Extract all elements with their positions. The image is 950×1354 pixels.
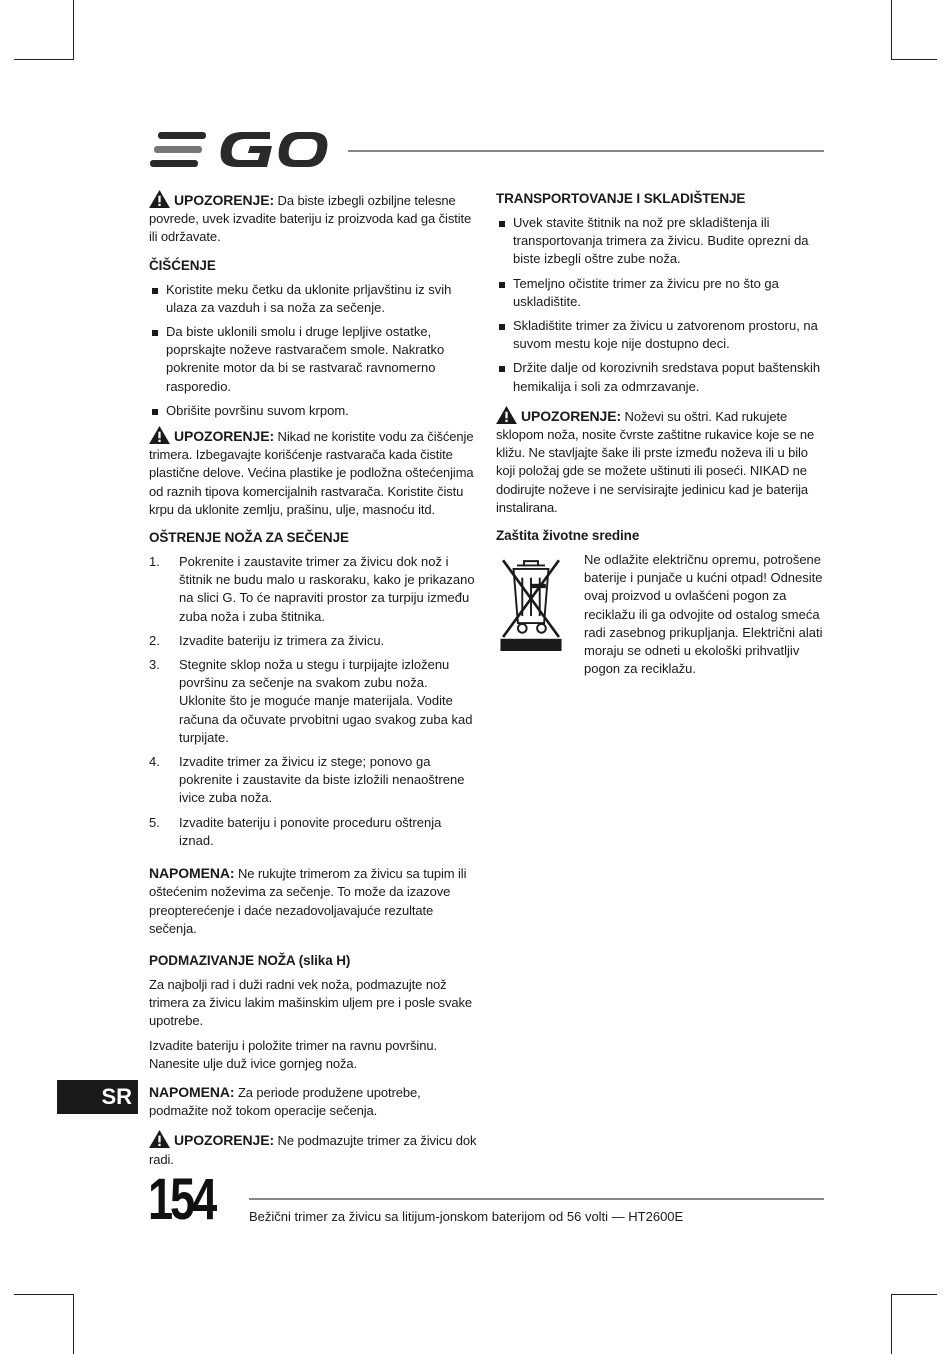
right-column [496, 190, 824, 678]
crop-mark [14, 1294, 74, 1295]
warning-text: Noževi su oštri. Kad rukujete sklopom noža, nosite čvrste zaštitne rukavice koje se ne kližu. Ne stavljajte šake ili prste između noževa ili u bilo koji položaj gde se možete uštinuti ili poseći. NIKAD ne dodirujte noževe i ne servisirajte jedinicu kad je baterija instalirana. [496, 408, 815, 515]
footer-doc-title: Bežični trimer za živicu sa litijum-jonskom baterijom od 56 volti — HT2600E [249, 1209, 684, 1224]
transport-list [496, 214, 824, 396]
section-heading-sharpening: OŠTRENJE NOŽA ZA SEČENJE [149, 530, 349, 546]
environment-text: Ne odlažite električnu opremu, potrošene baterije i punjače u kućni otpad! Odnesite ovaj proizvod u ovlašćeni pogon za reciklažu ili ga odvojite od ostalog smeća radi zasebnog prikupljanja. Električni alati moraju se odneti u ekološki prihvatljiv pogon za reciklažu. [584, 552, 823, 677]
note-paragraph [149, 1083, 477, 1120]
note-text: Za periode produžene upotrebe, podmažite nož tokom operacije sečenja. [149, 1084, 421, 1119]
note-label: NAPOMENA: [149, 1083, 235, 1100]
warning-icon [149, 426, 170, 444]
warning-paragraph [149, 1130, 477, 1168]
language-tab: SR [57, 1080, 138, 1114]
list-item [149, 632, 477, 650]
section-heading-transport: TRANSPORTOVANJE I SKLADIŠTENJE [496, 191, 746, 206]
left-column [149, 190, 477, 1175]
header-rule [348, 150, 824, 152]
crop-mark [891, 59, 937, 60]
step-text: Pokrenite i zaustavite trimer za živicu dok nož i štitnik ne budu malo u raskoraku, kako je prikazano na slici G. To će napraviti prostor za turpiju između zuba noža i zuba štitnika. [179, 554, 475, 624]
list-item: Uvek stavite štitnik na nož pre skladištenja ili transportovanja trimera za živicu. Budite oprezni da biste izbegli oštre zube noža. [496, 214, 824, 269]
ego-logo [150, 128, 332, 172]
warning-icon [149, 1130, 170, 1148]
list-item: Držite dalje od korozivnih sredstava poput baštenskih hemikalija i soli za odmrzavanje. [496, 359, 824, 395]
section-heading-cleaning: ČIŠĆENJE [149, 257, 216, 273]
warning-paragraph [496, 406, 824, 517]
sharpening-steps [149, 553, 477, 850]
warning-paragraph [149, 190, 477, 247]
cleaning-list [149, 281, 477, 420]
step-number: 2. [149, 632, 160, 648]
step-number: 3. [149, 657, 160, 673]
step-text: Izvadite trimer za živicu iz stege; ponovo ga pokrenite i zaustavite da biste izložili nenaoštrene ivice zuba noža. [179, 754, 465, 806]
crop-mark [891, 1294, 937, 1295]
warning-label: UPOZORENJE: [174, 1132, 275, 1149]
list-item: Temeljno očistite trimer za živicu pre no što ga uskladištite. [496, 275, 824, 311]
step-text: Izvadite bateriju iz trimera za živicu. [179, 632, 385, 648]
warning-label: UPOZORENJE: [174, 192, 275, 208]
note-text: Ne rukujte trimerom za živicu sa tupim ili oštećenim noževima za sečenje. To može da izazove preopterećenje i daće nezadovoljavajuće rezultate sečenja. [149, 866, 467, 936]
list-item: Obrišite površinu suvom krpom. [149, 402, 477, 420]
step-number: 4. [149, 754, 160, 770]
warning-text: Da biste izbegli ozbiljne telesne povrede, uvek izvadite bateriju iz proizvoda kad ga čistite ili održavate. [149, 193, 472, 245]
section-heading-environment: Zaštita životne sredine [496, 528, 640, 544]
page-number: 154 [148, 1167, 215, 1232]
footer-rule [249, 1198, 824, 1200]
note-label: NAPOMENA: [149, 865, 235, 882]
list-item [149, 814, 477, 850]
warning-label: UPOZORENJE: [521, 407, 622, 424]
section-heading-lubrication: PODMAZIVANJE NOŽA (slika H) [149, 952, 351, 968]
environment-block [496, 551, 824, 678]
list-item [149, 753, 477, 808]
warning-icon [496, 406, 517, 424]
crop-mark [73, 1294, 74, 1354]
lubrication-paragraph: Za najbolji rad i duži radni vek noža, podmazujte nož trimera za živicu lakim mašinskim uljem pre i posle svake upotrebe. [149, 976, 473, 1029]
list-item [149, 553, 477, 626]
step-number: 1. [149, 554, 160, 570]
crop-mark [891, 0, 892, 60]
warning-icon [149, 190, 170, 208]
list-item: Koristite meku četku da uklonite prljavštinu iz svih ulaza za vazduh i sa noža za sečenje. [149, 281, 477, 317]
warning-paragraph [149, 426, 477, 519]
crop-mark [73, 0, 74, 60]
step-text: Izvadite bateriju i ponovite proceduru oštrenja iznad. [179, 814, 442, 848]
weee-bin-icon [496, 551, 576, 678]
step-text: Stegnite sklop noža u stegu i turpijajte izloženu površinu za sečenje na svakom zubu noža. Uklonite što je moguće manje materijala. Vodite računa da očuvate prvobitni ugao svakog zuba kad turpijate. [179, 657, 473, 745]
list-item: Skladištite trimer za živicu u zatvorenom prostoru, na suvom mestu koje nije dostupno deci. [496, 317, 824, 353]
warning-text: Ne podmazujte trimer za živicu dok radi. [149, 1133, 477, 1167]
list-item [149, 656, 477, 747]
lubrication-paragraph: Izvadite bateriju i položite trimer na ravnu površinu. Nanesite ulje duž ivice gornjeg noža. [149, 1037, 437, 1071]
crop-mark [14, 59, 74, 60]
warning-text: Nikad ne koristite vodu za čišćenje trimera. Izbegavajte korišćenje rastvarača kada čistite plastične delove. Većina plastike je podložna oštećenjima od raznih tipova komercijalnih rastvarača. Koristite čistu krpu da uklonite zemlju, prašinu, ulje, masnoću itd. [149, 429, 474, 517]
step-number: 5. [149, 814, 160, 830]
crop-mark [891, 1294, 892, 1354]
note-paragraph [149, 864, 477, 938]
warning-label: UPOZORENJE: [174, 428, 275, 445]
list-item: Da biste uklonili smolu i druge lepljive ostatke, poprskajte noževe rastvaračem smole. Nakratko pokrenite motor da bi se rastvarač ravnomerno rasporedio. [149, 323, 477, 396]
